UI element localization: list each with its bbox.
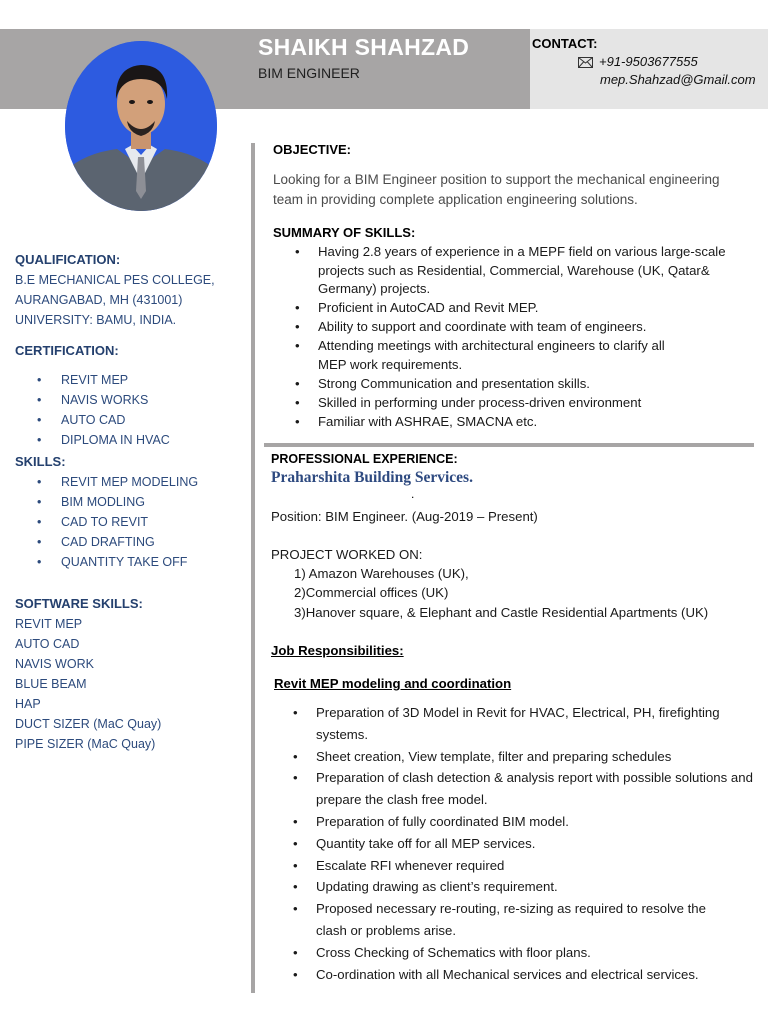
responsibility-item: • Sheet creation, View template, filter and preparing schedules — [271, 746, 756, 768]
summary-heading: SUMMARY OF SKILLS: — [273, 225, 416, 240]
responsibility-item: • Quantity take off for all MEP services. — [271, 833, 756, 855]
summary-item: • Attending meetings with architectural engineers to clarify all MEP work requirements. — [273, 337, 743, 374]
objective-text: Looking for a BIM Engineer position to support the mechanical engineering team in providing complete application engineering solutions. — [273, 172, 720, 207]
responsibilities-heading: Job Responsibilities: — [271, 643, 404, 658]
software-item: HAP — [15, 697, 41, 711]
skill-item: • REVIT MEP MODELING — [15, 472, 198, 492]
qualification-line: B.E MECHANICAL PES COLLEGE, — [15, 273, 215, 287]
responsibility-item: • Preparation of clash detection & analysis report with possible solutions and prepare the clash free model. — [271, 767, 756, 811]
horizontal-divider — [264, 443, 754, 447]
experience-heading: PROFESSIONAL EXPERIENCE: — [271, 452, 458, 466]
responsibilities-subheading: Revit MEP modeling and coordination — [274, 676, 512, 691]
summary-item: • Skilled in performing under process-driven environment — [273, 394, 743, 413]
vertical-divider — [251, 143, 255, 993]
envelope-icon — [578, 57, 593, 68]
software-skills-section — [15, 594, 161, 754]
certification-heading: CERTIFICATION: — [15, 343, 119, 358]
software-item: DUCT SIZER (MaC Quay) — [15, 717, 162, 731]
software-item: REVIT MEP — [15, 617, 83, 631]
email-address: mep.Shahzad@Gmail.com — [600, 72, 756, 87]
job-title: BIM ENGINEER — [258, 65, 360, 81]
skills-section — [15, 452, 198, 572]
skills-heading: SKILLS: — [15, 454, 66, 469]
summary-item: • Proficient in AutoCAD and Revit MEP. — [273, 299, 743, 318]
responsibility-item: • Preparation of fully coordinated BIM model. — [271, 811, 756, 833]
software-skills-heading: SOFTWARE SKILLS: — [15, 596, 143, 611]
phone-number: +91-9503677555 — [599, 54, 698, 69]
company-name: Praharshita Building Services. — [271, 469, 473, 486]
skill-item: • QUANTITY TAKE OFF — [15, 552, 198, 572]
qualification-heading: QUALIFICATION: — [15, 252, 121, 267]
qualification-section — [15, 250, 215, 330]
certification-section — [15, 341, 170, 450]
projects-heading: PROJECT WORKED ON: — [271, 547, 423, 562]
profile-photo — [65, 41, 217, 211]
project-item: 3)Hanover square, & Elephant and Castle Residential Apartments (UK) — [294, 605, 709, 620]
summary-item: • Familiar with ASHRAE, SMACNA etc. — [273, 413, 743, 432]
certification-item: • DIPLOMA IN HVAC — [15, 430, 170, 450]
phone-row — [578, 54, 698, 69]
candidate-name: SHAIKH SHAHZAD — [258, 34, 470, 60]
skill-item: • BIM MODLING — [15, 492, 198, 512]
certification-item: • AUTO CAD — [15, 410, 170, 430]
position-line: Position: BIM Engineer. (Aug-2019 – Present) — [271, 509, 538, 524]
responsibility-item: • Preparation of 3D Model in Revit for HVAC, Electrical, PH, firefighting systems. — [271, 702, 756, 746]
software-item: AUTO CAD — [15, 637, 80, 651]
summary-list — [273, 243, 743, 432]
responsibility-item: • Proposed necessary re-routing, re-sizing as required to resolve the clash or problems arise. — [271, 898, 756, 942]
objective-heading: OBJECTIVE: — [273, 142, 352, 157]
responsibility-item: • Escalate RFI whenever required — [271, 855, 756, 877]
summary-item: • Having 2.8 years of experience in a MEPF field on various large-scale projects such as Residential, Commercial, Warehouse (UK, Qatar& Germany) projects. — [273, 243, 743, 299]
responsibilities-list — [271, 702, 756, 985]
software-item: NAVIS WORK — [15, 657, 94, 671]
project-item: 2)Commercial offices (UK) — [294, 585, 449, 600]
responsibility-item: • Updating drawing as client’s requirement. — [271, 876, 756, 898]
summary-item: • Strong Communication and presentation skills. — [273, 375, 743, 394]
responsibility-item: • Co-ordination with all Mechanical services and electrical services. — [271, 964, 756, 986]
certification-item: • NAVIS WORKS — [15, 390, 170, 410]
contact-heading: CONTACT: — [532, 36, 598, 51]
responsibility-item: • Cross Checking of Schematics with floor plans. — [271, 942, 756, 964]
skill-item: • CAD DRAFTING — [15, 532, 198, 552]
project-item: 1) Amazon Warehouses (UK), — [294, 566, 469, 581]
software-item: PIPE SIZER (MaC Quay) — [15, 737, 156, 751]
certification-item: • REVIT MEP — [15, 370, 170, 390]
separator-dot: . — [411, 487, 415, 501]
summary-item: • Ability to support and coordinate with team of engineers. — [273, 318, 743, 337]
software-item: BLUE BEAM — [15, 677, 87, 691]
qualification-line: UNIVERSITY: BAMU, INDIA. — [15, 313, 177, 327]
skill-item: • CAD TO REVIT — [15, 512, 198, 532]
qualification-line: AURANGABAD, MH (431001) — [15, 293, 183, 307]
